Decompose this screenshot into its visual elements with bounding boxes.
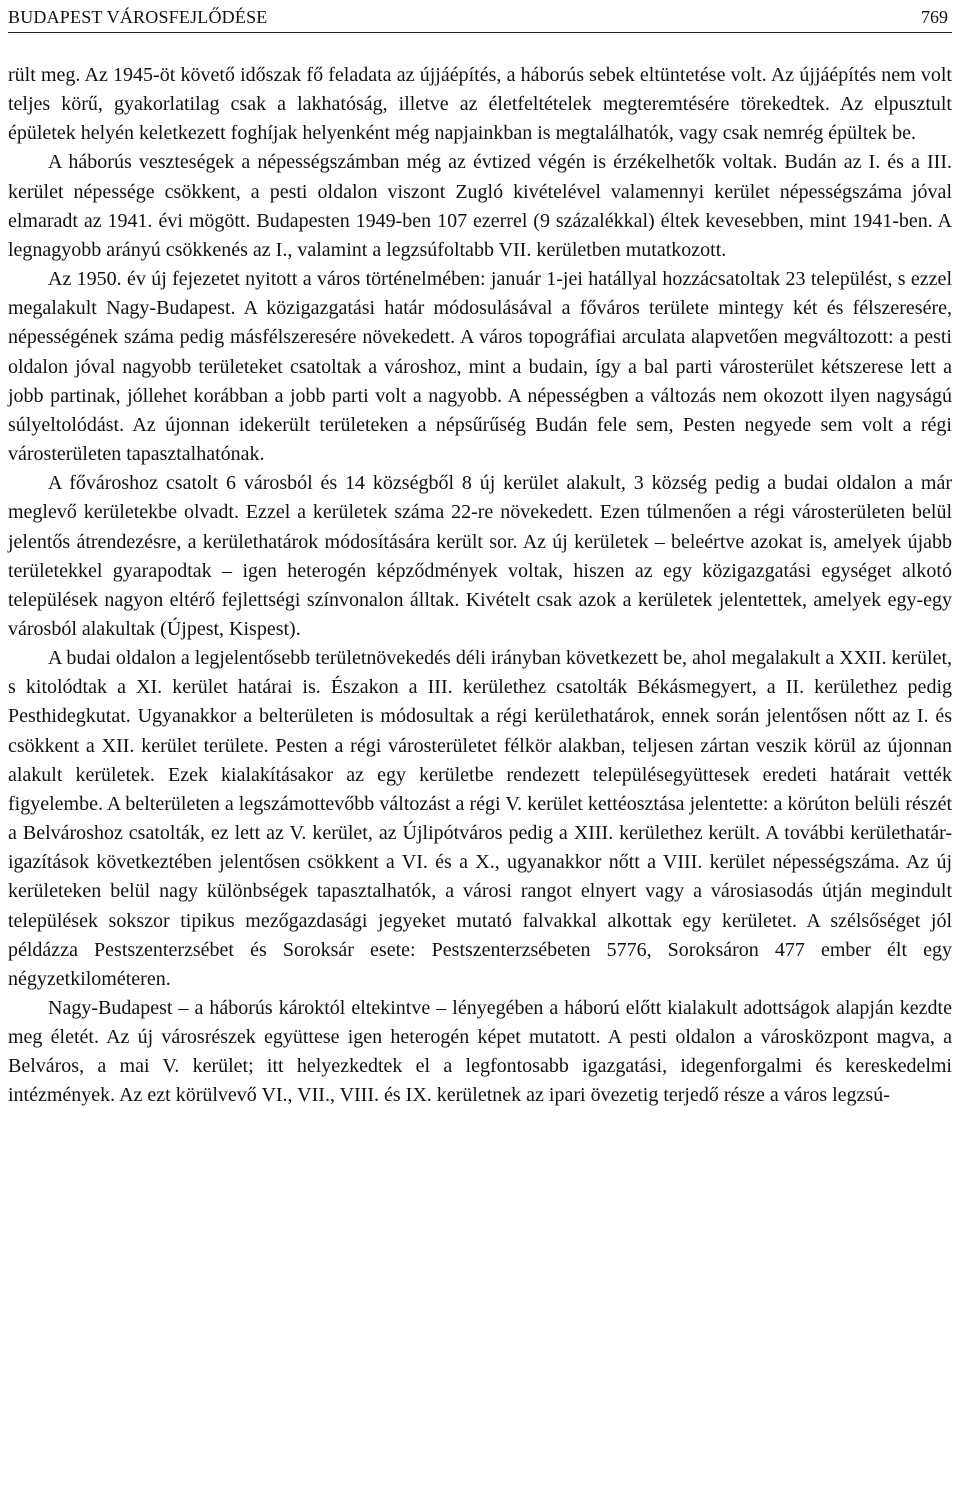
page-number: 769 [921,7,948,27]
paragraph: A budai oldalon a legjelentősebb területnövekedés déli irányban következett be, ahol megalakult a XXII. kerület, s kitolódtak a XI. kerület határai is. Északon a III. kerülethez csatolták Békásmegyert, a II. kerülethez pedig Pesthidegkutat. Ugyanakkor a belterületen is módosultak a régi kerülethatárok, ennek során jelentősen nőtt az I. és csökkent a XII. kerület területe. Pesten a régi városterületet félkör alakban, teljesen zártan veszik körül az újonnan alakult kerületek. Ezek kialakításakor az egy kerületbe rendezett településegyüttesek eredeti határait vették figyelembe. A belterületen a legszámottevőbb változást a régi V. kerület kettéosztása jelentette: a körúton belüli részét a Belvároshoz csatolták, ez lett az V. kerület, az Újlipótváros pedig a XIII. kerülethez került. A további kerülethatár-igazítások következtében jelentősen csökkent a VI. és a X., ugyanakkor nőtt a VIII. kerület népességszáma. Az új kerületeken belül nagy különbségek tapasztalhatók, a városi rangot elnyert vagy a városiasodás útján megindult települések sokszor tipikus mezőgazdasági jegyeket mutató falvakkal alkottak egy kerületet. A szélsőséget jól példázza Pestszenterzsébet és Soroksár esete: Pestszenterzsébeten 5776, Soroksáron 477 ember élt egy négyzetkilométeren. [8,647,952,990]
running-title: BUDAPEST VÁROSFEJLŐDÉSE [8,7,268,27]
paragraph: rült meg. Az 1945-öt követő időszak fő feladata az újjáépítés, a háborús sebek eltüntetése volt. Az újjáépítés nem volt teljes körű, gyakorlatilag csak a lakhatóság, illetve az életfeltételek megteremtésére törekedtek. Az elpusztult épületek helyén keletkezett foghíjak helyenként még napjainkban is megtalálhatók, vagy csak nemrég épültek be. [8,64,952,145]
paragraph: A háborús veszteségek a népességszámban még az évtized végén is érzékelhetők voltak. Budán az I. és a III. kerület népessége csökkent, a pesti oldalon viszont Zugló kivételével valamennyi kerület népességszáma jóval elmaradt az 1941. évi mögött. Budapesten 1949-ben 107 ezerrel (9 százalékkal) éltek kevesebben, mint 1941-ben. A legnagyobb arányú csökkenés az I., valamint a legzsúfoltabb VII. kerületben mutatkozott. [8,151,952,261]
paragraph: Nagy-Budapest – a háborús károktól eltekintve – lényegében a háború előtt kialakult adottságok alapján kezdte meg életét. Az új városrészek együttese igen heterogén képet mutatott. A pesti oldalon a városközpont magva, a Belváros, a mai V. kerület; itt helyezkedtek el a legfontosabb igazgatási, idegenforgalmi és kereskedelmi intézmények. Az ezt körülvevő VI., VII., VIII. és IX. kerületnek az ipari övezetig terjedő része a város legzsú- [8,997,952,1107]
body-text [8,61,952,1111]
running-header [8,4,952,33]
paragraph: A fővároshoz csatolt 6 városból és 14 községből 8 új kerület alakult, 3 község pedig a budai oldalon a már meglevő kerületekbe olvadt. Ezzel a kerületek száma 22-re növekedett. Ezen túlmenően a régi városterületen belül jelentős átrendezésre, a kerülethatárok módosítására került sor. Az új kerületek – beleértve azokat is, amelyek újabb területekkel gyarapodtak – igen heterogén képződmények voltak, hiszen az egy közigazgatási egységet alkotó települések nagyon eltérő fejlettségi színvonalon álltak. Kivételt csak azok a kerületek jelentettek, amelyek egy-egy városból alakultak (Újpest, Kispest). [8,472,952,640]
paragraph: Az 1950. év új fejezetet nyitott a város történelmében: január 1-jei hatállyal hozzácsatoltak 23 települést, s ezzel megalakult Nagy-Budapest. A közigazgatási határ módosulásával a főváros területe mintegy két és félszeresére, népességének száma pedig másfélszeresére növekedett. A város topográfiai arculata alapvetően megváltozott: a pesti oldalon jóval nagyobb területeket csatoltak a városhoz, mint a budain, így a bal parti városterület kétszerese lett a jobb partinak, jóllehet korábban a jobb parti volt a nagyobb. A népességben a változás nem okozott ilyen nagyságú súlyeltolódást. Az újonnan idekerült területeken a népsűrűség Budán fele sem, Pesten negyede sem volt a régi városterületen tapasztalhatónak. [8,268,952,466]
